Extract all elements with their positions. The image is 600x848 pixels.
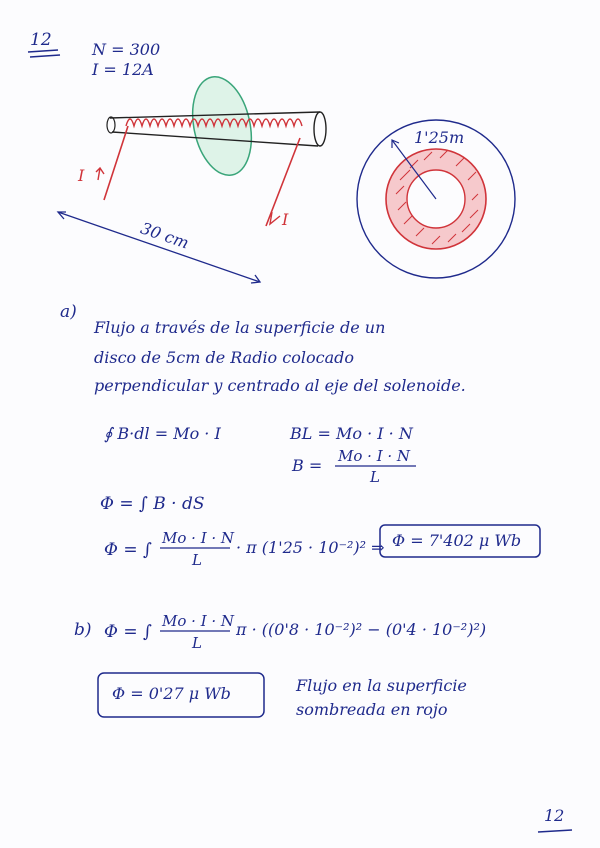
current-label: I = 12A — [92, 60, 154, 79]
result-a: Φ = 7'402 μ Wb — [392, 531, 522, 550]
part-b-note-1: Flujo en la superficie — [296, 676, 467, 695]
ampere-substituted: BL = Mo · I · N — [290, 424, 413, 443]
radius-label: 1'25m — [414, 128, 465, 147]
flux-a-prefix: Φ = ∫ — [104, 540, 152, 560]
problem-number: 12 — [30, 30, 52, 50]
flux-b-numerator: Mo · I · N — [162, 612, 235, 630]
turns-label: N = 300 — [92, 40, 161, 59]
flux-a-denominator: L — [192, 551, 202, 569]
flux-b-denominator: L — [192, 634, 202, 652]
part-b-label: b) — [74, 620, 92, 640]
B-denominator: L — [370, 468, 380, 486]
current-label-left: I — [78, 166, 85, 185]
part-a-line-2: disco de 5cm de Radio colocado — [94, 348, 354, 367]
part-a-line-1: Flujo a través de la superficie de un — [94, 318, 386, 337]
page-mark: 12 — [544, 806, 565, 825]
solenoid-drawing — [58, 71, 326, 283]
current-label-right: I — [282, 210, 289, 229]
flux-b-prefix: Φ = ∫ — [104, 622, 152, 642]
result-b: Φ = 0'27 μ Wb — [112, 684, 231, 703]
length-label: 30 cm — [138, 218, 192, 253]
B-lhs: B = — [292, 456, 323, 475]
page-mark-underline — [538, 830, 572, 832]
flux-a-tail: · π (1'25 · 10⁻²)² ⇒ — [236, 538, 385, 557]
lead-wire-left — [104, 126, 128, 200]
flux-a-numerator: Mo · I · N — [162, 529, 235, 547]
problem-number-underline — [28, 50, 60, 57]
part-a-label: a) — [60, 302, 77, 322]
part-a-line-3: perpendicular y centrado al eje del solenoide. — [94, 376, 466, 395]
part-b-note-2: sombreada en rojo — [296, 700, 448, 719]
flux-definition: Φ = ∫ B · dS — [100, 494, 205, 514]
B-numerator: Mo · I · N — [338, 447, 411, 465]
flux-b-tail: π · ((0'8 · 10⁻²)² − (0'4 · 10⁻²)²) — [236, 620, 487, 639]
ampere-law: ∮ B·dl = Mo · I — [104, 424, 221, 443]
